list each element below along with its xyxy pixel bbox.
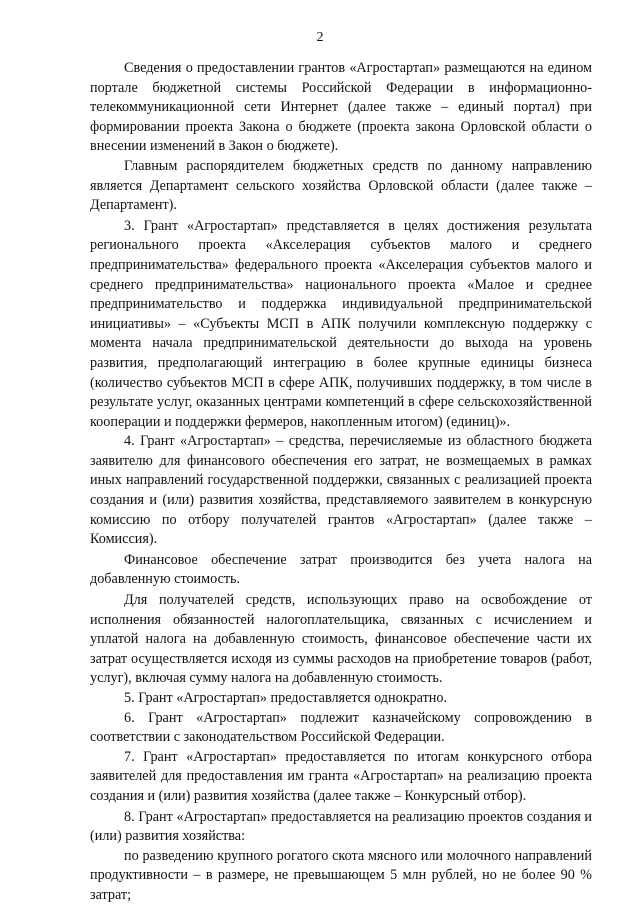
paragraph-item-7: 7. Грант «Агростартап» предоставляется по итогам конкурсного отбора заявителей для предоставления им гранта «Агростартап» на реализацию проекта создания и (или) развития хозяйства (далее также – Конкурсный отбор). — [90, 748, 592, 804]
paragraph-item-4: 4. Грант «Агростартап» – средства, перечисляемые из областного бюджета заявителю для финансового обеспечения его затрат, не возмещаемых в рамках иных направлений государственной поддержки, связанных с реализацией проекта создания и (или) развития хозяйства, представляемого заявителем в конкурсную комиссию по отбору получателей грантов «Агростартап» (далее также – Комиссия). — [90, 433, 592, 548]
paragraph-item-5: 5. Грант «Агростартап» предоставляется однократно. — [124, 690, 448, 706]
paragraph-item-6: 6. Грант «Агростартап» подлежит казначейскому сопровождению в соответствии с законодательством Российской Федерации. — [90, 709, 592, 746]
paragraph-item-3: 3. Грант «Агростартап» представляется в целях достижения результата регионального проекта «Акселерация субъектов малого и среднего предпринимательства» федерального проекта «Акселерация субъектов малого и среднего предпринимательства» национального проекта «Малое и среднее предпринимательство и поддержка индивидуальной предпринимательской инициативы» – «Субъекты МСП в АПК получили комплексную поддержку с момента начала предпринимательской деятельности до выхода на уровень развития, предполагающий интеграцию в более крупные единицы бизнеса (количество субъектов МСП в сфере АПК, получивших поддержку, в том числе в результате услуг, оказанных центрами компетенций в сфере сельскохозяйственной кооперации и поддержки фермеров, накопленным итогом) (единиц)». — [90, 217, 592, 430]
paragraph-cattle-breeding: по разведению крупного рогатого скота мясного или молочного направлений продуктивности – в размере, не превышающем 5 млн рублей, но не более 90 % затрат; — [90, 847, 592, 903]
paragraph-financing-vat: Финансовое обеспечение затрат производится без учета налога на добавленную стоимость. — [90, 551, 592, 588]
paragraph-main-budget-manager: Главным распорядителем бюджетных средств по данному направлению является Департамент сельского хозяйства Орловской области (далее также – Департамент). — [90, 157, 592, 214]
paragraph-vat-exempt-recipients: Для получателей средств, использующих право на освобождение от исполнения обязанностей налогоплательщика, связанных с исчислением и уплатой налога на добавленную стоимость, финансовое обеспечение части их затрат осуществляется исходя из суммы расходов на приобретение товаров (работ, услуг), включая сумму налога на добавленную стоимость. — [90, 592, 592, 687]
paragraph-item-8: 8. Грант «Агростартап» предоставляется на реализацию проектов создания и (или) развития хозяйства: — [90, 808, 592, 845]
page-number: 2 — [316, 30, 324, 45]
document-body — [90, 59, 592, 906]
paragraph-grant-info-publication: Сведения о предоставлении грантов «Агростартап» размещаются на едином портале бюджетной системы Российской Федерации в информационно-телекоммуникационной сети Интернет (далее также – единый портал) при формировании проекта Закона о бюджете (проекта закона Орловской области о внесении изменений в Закон о бюджете). — [90, 60, 592, 155]
